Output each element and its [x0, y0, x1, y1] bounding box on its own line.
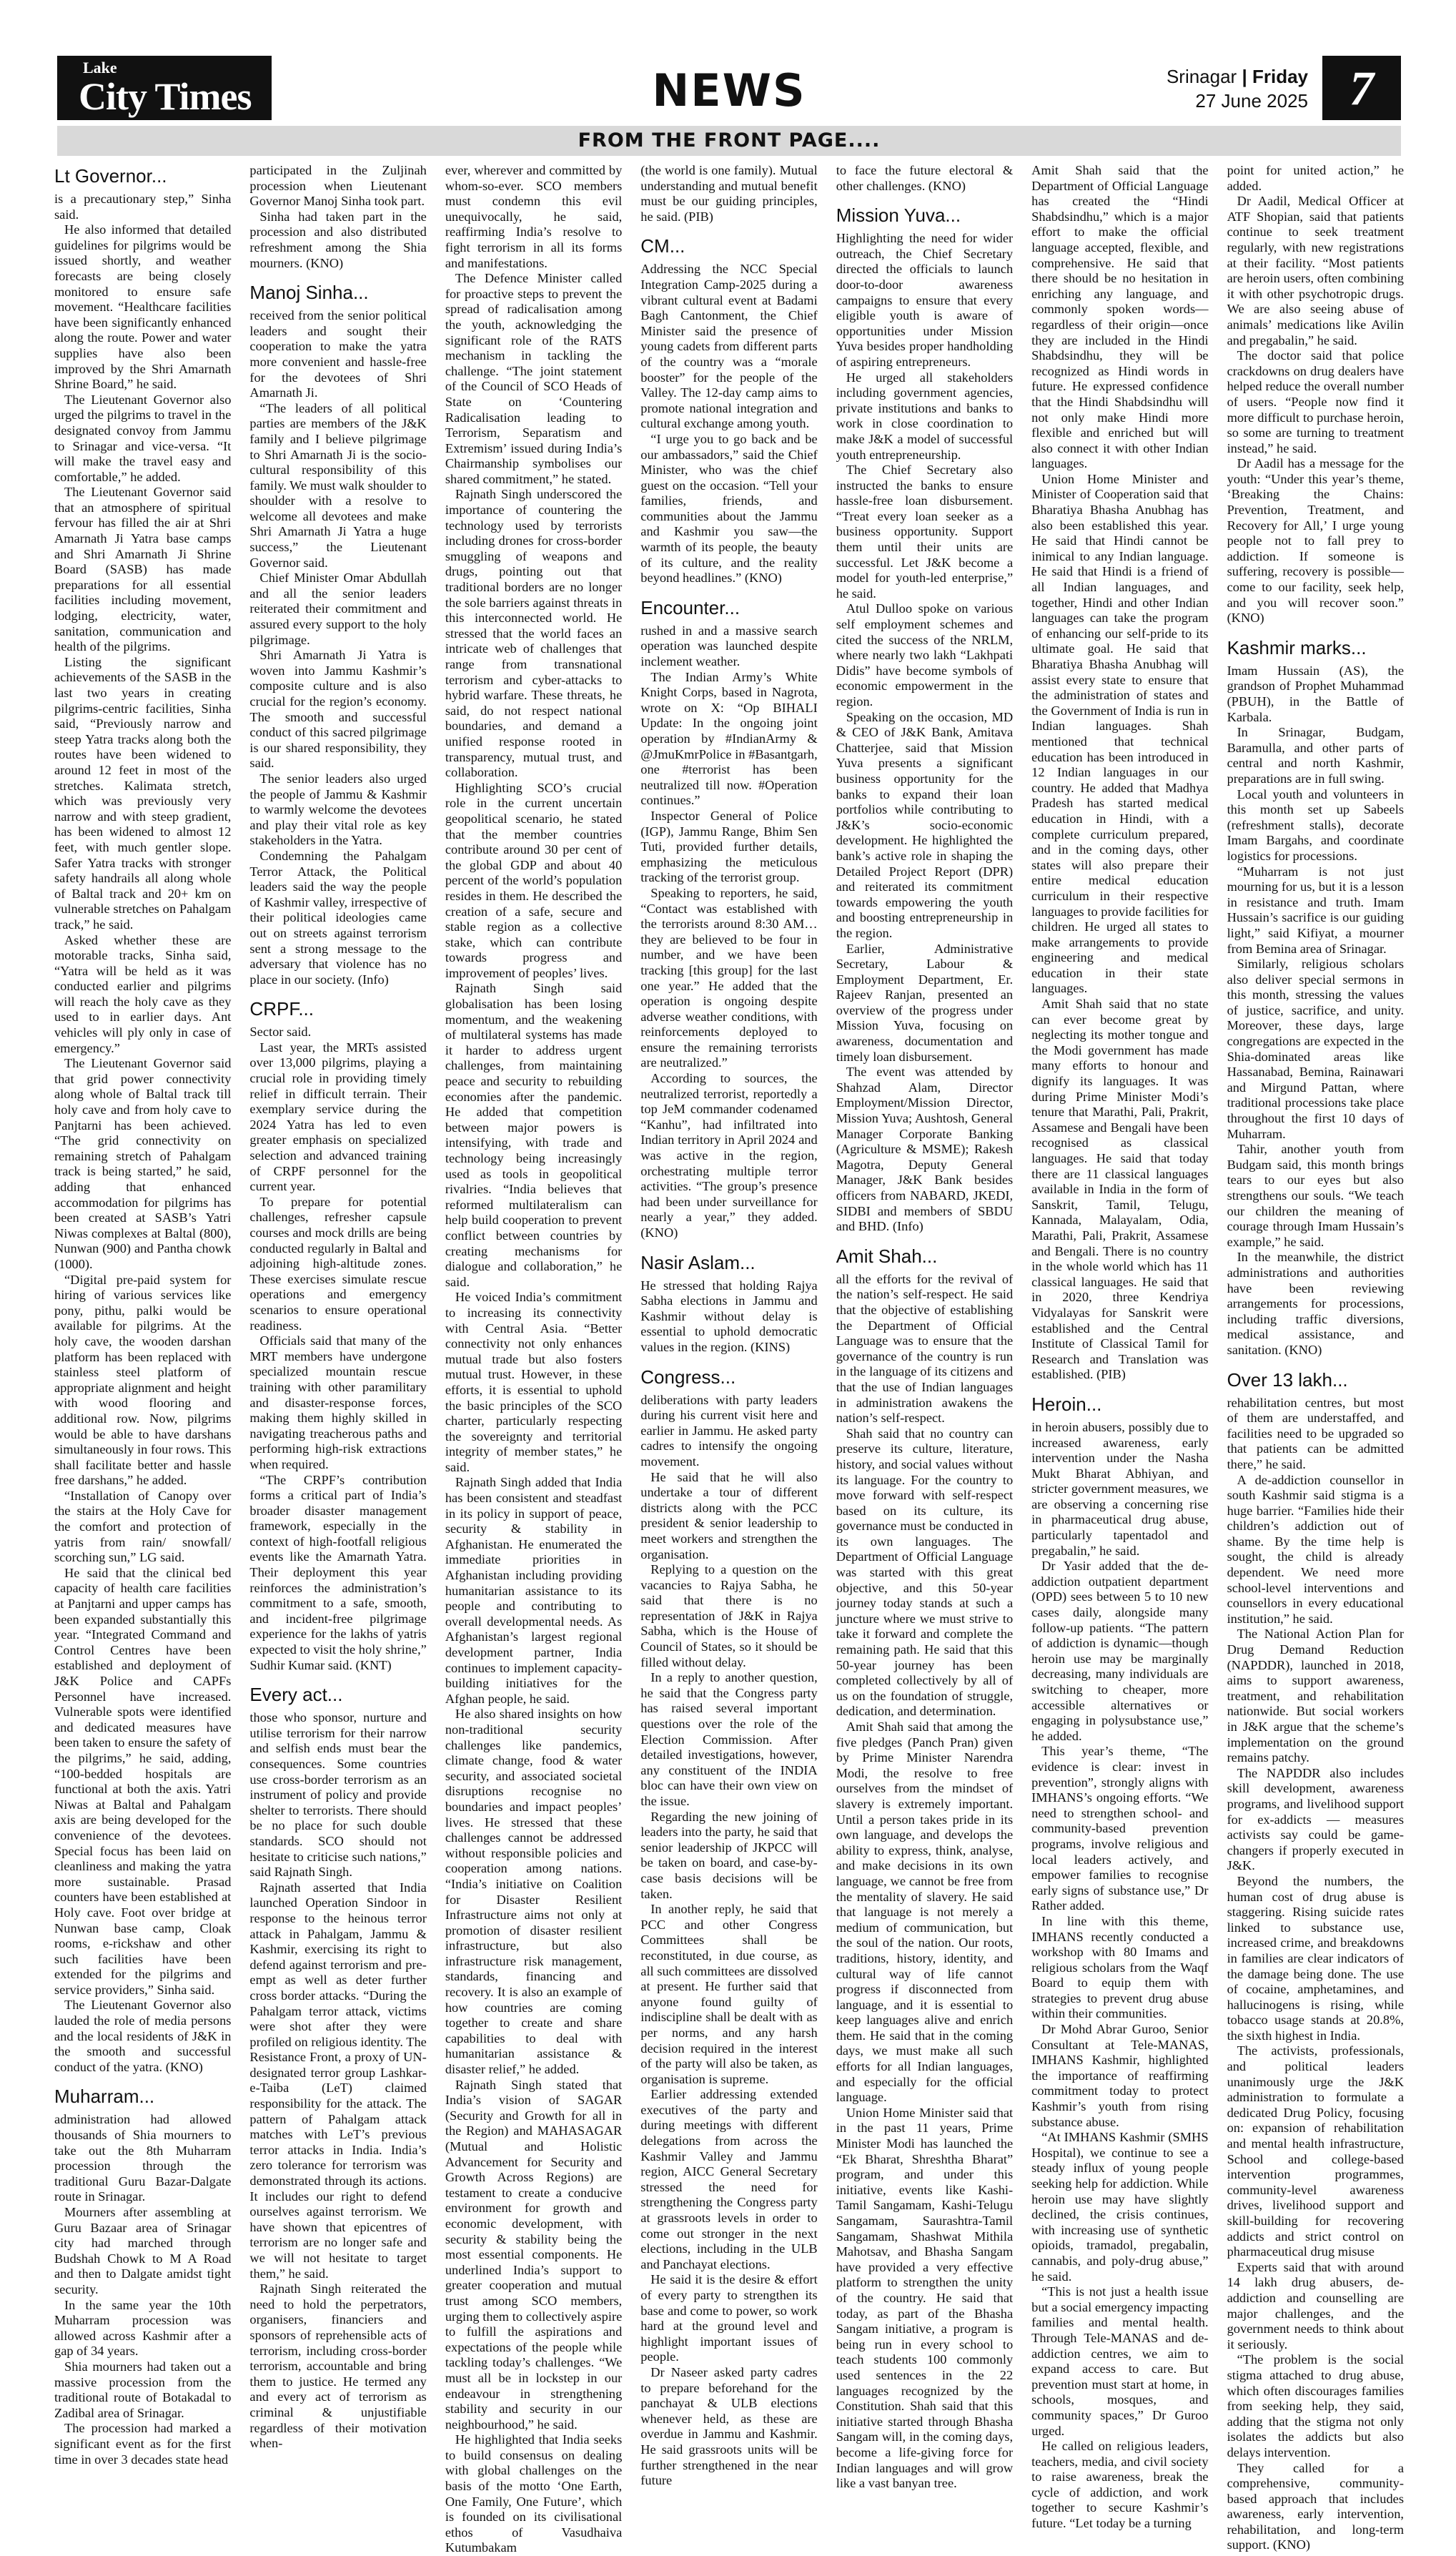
article-paragraph: Atul Dulloo spoke on various self employment schemes and cited the success of the NRLM, where nearly two lakh “Lakhpati Didis” have become symbols of economic empowerment in the region. — [836, 601, 1014, 709]
article-paragraph: administration had allowed thousands of Shia mourners to take out the 8th Muharram procession through the traditional Guru Bazar-Dalgate route in Srinagar. — [54, 2112, 232, 2204]
article-paragraph: Similarly, religious scholars also deliver special sermons in this month, stressing the values of justice, sacrifice, and unity. Moreover, these days, large congregations are expected in the Shia-dominated areas like Hassanabad, Bemina, Rainawari and Mirgund Pattan, where traditional processions take place throughout the first 10 days of Muharram. — [1227, 957, 1404, 1141]
article-paragraph: He said it is the desire & effort of every party to strengthen its base and come to power, so work hard at the ground level and highlight important issues of people. — [640, 2272, 818, 2364]
article-paragraph: “The CRPF’s contribution forms a critical part of India’s broader disaster management framework, especially in the context of high-footfall religious events like the Amarnath Yatra. Their deployment this year reinforces the administration’s commitment to a safe, smooth, and incident-free pilgrimage experience for the lakhs of yatris expected to visit the holy shrine,” Sudhir Kumar said. (KNT) — [249, 1472, 427, 1672]
article-paragraph: “At IMHANS Kashmir (SMHS Hospital), we continue to see a steady influx of young people seeking help for addiction. While heroin use may have slightly declined, the crisis continues, with increasing use of synthetic opioids, tramadol, pregabalin, cannabis, and poly-drug abuse,” he said. — [1031, 2130, 1209, 2284]
article-paragraph: Shri Amarnath Ji Yatra is woven into Jammu Kashmir’s composite culture and is also crucial for the region’s economy. The smooth and successful conduct of this sacred pilgrimage is our shared responsibility, they said. — [249, 648, 427, 771]
article-paragraph: The Chief Secretary also instructed the banks to ensure hassle-free loan disbursement. “Treat every loan seeker as a business opportunity. Support them until their units are successful. Let J&K become a model for youth-led enterprise,” he said. — [836, 463, 1014, 601]
article-paragraph: In line with this theme, IMHANS recently conducted a workshop with 80 Imams and religious scholars from the Waqf Board to equip them with strategies to prevent drug abuse within their communities. — [1031, 1913, 1209, 2021]
text-column — [54, 163, 231, 2556]
article-paragraph: In the same year the 10th Muharram procession was allowed across Kashmir after a gap of 34 years. — [54, 2297, 232, 2359]
article-paragraph: To prepare for potential challenges, refresher capsule courses and mock drills are being conducted regularly in Baltal and adjoining high-altitude zones. These exercises simulate rescue operations and emergency scenarios to ensure operational readiness. — [249, 1194, 427, 1333]
article-paragraph: Earlier addressing extended executives of the party and during meetings with different delegations from across the Kashmir Valley and Jammu region, AICC General Secretary stressed the need for strengthening the Congress party at grassroots levels in order to come out stronger in the next elections, including in the ULB and Panchayat elections. — [640, 2087, 818, 2271]
article-paragraph: “The leaders of all political parties are members of the J&K family and I believe pilgrimage to Shri Amarnath Ji is the socio-cultural responsibility of this family. We must walk shoulder to shoulder with a resolve to welcome all devotees and make Shri Amarnath Ji Yatra a huge success,” the Lieutenant Governor said. — [249, 400, 427, 570]
article-paragraph: Inspector General of Police (IGP), Jammu Range, Bhim Sen Tuti, provided further details, emphasizing the meticulous tracking of the terrorist group. — [640, 808, 818, 885]
article-paragraph: deliberations with party leaders during his current visit here and earlier in Jammu. He asked party cadres to intensify the ongoing movement. — [640, 1392, 818, 1469]
article-headline: Nasir Aslam... — [640, 1251, 756, 1273]
article-columns — [54, 163, 1404, 2555]
article-paragraph: Officials said that many of the MRT members have undergone specialized mountain rescue training with other paramilitary and disaster-response forces, making them highly skilled in navigating treacherous paths and performing high-risk extractions when required. — [249, 1333, 427, 1471]
article-paragraph: rushed in and a massive search operation was launched despite inclement weather. — [640, 623, 818, 669]
article-paragraph: He also shared insights on how non-traditional security challenges like pandemics, climate change, food & water security, and associated societal disruptions recognise no boundaries and impact peoples’ lives. He stressed that these challenges cannot be addressed without responsible policies and cooperation among nations. “India’s initiative on Coalition for Disaster Resilient Infrastructure aims not only at promotion of disaster resilient infrastructure, but also infrastructure risk management, standards, financing and recovery. It is also an example of how countries are coming together to create and share capabilities to deal with humanitarian assistance & disaster relief,” he added. — [445, 1707, 623, 2077]
section-subheader: FROM THE FRONT PAGE.... — [57, 126, 1401, 156]
dateline-city: Srinagar — [1166, 66, 1237, 87]
article-paragraph: Earlier, Administrative Secretary, Labour & Employment Department, Er. Rajeev Ranjan, presented an overview of the progress under Mission Yuva, focusing on awareness, documentation and timely loan disbursement. — [836, 941, 1014, 1064]
section-title: NEWS — [652, 64, 806, 117]
article-paragraph: Last year, the MRTs assisted over 13,000 pilgrims, playing a crucial role in providing timely relief in difficult terrain. Their exemplary service during the 2024 Yatra has led to even greater emphasis on specialized selection and advanced training of CRPF personnel for the current year. — [249, 1040, 427, 1194]
article-paragraph: In a reply to another question, he said that the Congress party has raised several important questions over the role of the Election Commission. After detailed investigations, however, any constituent of the INDIA bloc can have their own view on the issue. — [640, 1670, 818, 1808]
article-paragraph: Amit Shah said that among the five pledges (Panch Pran) given by Prime Minister Narendra Modi, the resolve to free ourselves from the mindset of slavery is extremely important. Until a person takes pride in its own language, and develops the ability to express, think, analyse, and make decisions in its own language, we cannot be free from the mentality of slavery. He said that language is not merely a medium of communication, but the soul of the nation. Our roots, traditions, history, identity, and cultural way of life cannot progress if disconnected from language, and it is essential to keep languages alive and enrich them. He said that in the coming days, we must make all such efforts for all Indian languages, and especially for the official language. — [836, 1719, 1014, 2105]
article-paragraph: (the world is one family). Mutual understanding and mutual benefit must be our guiding principles, he said. (PIB) — [640, 163, 818, 224]
article-paragraph: Chief Minister Omar Abdullah and all the senior leaders reiterated their commitment and assured every support to the holy pilgrimage. — [249, 571, 427, 647]
article-paragraph: Mourners after assembling at Guru Bazaar area of Srinagar city had marched through Budshah Chowk to M A Road and then to Dalgate amidst tight security. — [54, 2205, 232, 2296]
article-paragraph: Sinha had taken part in the procession and also distributed refreshment among the Shia mourners. (KNO) — [249, 209, 427, 270]
article-paragraph: Regarding the new joining of leaders into the party, he said that senior leadership of JKPCC will be taken on board, and case-by-case basis decisions will be taken. — [640, 1809, 818, 1901]
article-paragraph: point for united action,” he added. — [1227, 163, 1404, 193]
article-headline: Every act... — [249, 1684, 343, 1706]
article-headline: Heroin... — [1031, 1393, 1102, 1415]
article-headline: Manoj Sinha... — [249, 282, 369, 304]
article-paragraph: The senior leaders also urged the people of Jammu & Kashmir to warmly welcome the devotees and play their vital role as key stakeholders in the Yatra. — [249, 771, 427, 848]
article-paragraph: those who sponsor, nurture and utilise terrorism for their narrow and selfish ends must bear the consequences. Some countries use cross-border terrorism as an instrument of policy and provide shelter to terrorists. There should be no place for such double standards. SCO should not hesitate to criticise such nations,” said Rajnath Singh. — [249, 1710, 427, 1880]
dateline-date: 27 June 2025 — [1195, 90, 1308, 112]
article-paragraph: Speaking to reporters, he said, “Contact was established with the terrorists around 8:30 AM… they are believed to be four in number, and we have been tracking [this group] for the last one year.” He added that the operation is ongoing despite adverse weather conditions, with reinforcements deployed to ensure the remaining terrorists are neutralized.” — [640, 885, 818, 1070]
article-paragraph: He called on religious leaders, teachers, media, and civil society to raise awareness, break the cycle of addiction, and work together to secure Kashmir’s future. “Let today be a turning — [1031, 2439, 1209, 2531]
article-paragraph: The Lieutenant Governor said that grid power connectivity along whole of Baltal track till holy cave and from holy cave to Panjtarni has been achieved. “The grid connectivity on remaining stretch of Pahalgam track is being started,” he said, adding that enhanced accommodation for pilgrims has been created at SASB’s Yatri Niwas complexes at Baltal (800), Nunwan (900) and Panthа chowk (1000). — [54, 1056, 232, 1271]
article-paragraph: Shah said that no country can preserve its culture, literature, history, and social values without its language. For the country to move forward with self-respect based on its culture, its governance must be conducted in its own languages. The Department of Official Language was started with this great objective, and this 50-year journey today stands at such a juncture where we must strive to take it forward and complete the remaining path. He said that this 50-year journey has been completed collectively by all of us on the foundation of struggle, dedication, and determination. — [836, 1426, 1014, 1719]
article-paragraph: Imam Hussain (AS), the grandson of Prophet Muhammad (PBUH), in the Battle of Karbala. — [1227, 663, 1404, 724]
article-paragraph: Experts said that with around 14 lakh drug abusers, de-addiction and counselling are major challenges, and the government needs to think about it seriously. — [1227, 2259, 1404, 2352]
article-paragraph: is a precautionary step,” Sinha said. — [54, 192, 232, 222]
article-paragraph: He said that the clinical bed capacity of health care facilities at Panjtarni and upper camps has been expanded substantially this year. “Integrated Command and Control Centres have been established and deployment of J&K Police and CAPFs Personnel have increased. Vulnerable spots were identified and dedicated measures have been taken to ensure the safety of the pilgrims,” he said, adding, “100-bedded hospitals are functional at both the axis. Yatri Niwas at Baltal and Pahalgam axis are being developed for the convenience of the devotees. Special focus has been laid on cleanliness and making the yatra more sustainable. Prasad counters have been established at Holy cave. Foot over bridge at Nunwan base camp, Cloak rooms, e-rickshaw and other such facilities have been extended for the pilgrims and service providers,” Sinha said. — [54, 1565, 232, 1997]
article-paragraph: The Lieutenant Governor also urged the pilgrims to travel in the designated convoy from Jammu to Srinagar and vice-versa. “It will make the travel easy and comfortable,” he added. — [54, 392, 232, 484]
article-paragraph: rehabilitation centres, but most of them are understaffed, and facilities need to be upgraded so that patients can be admitted there,” he said. — [1227, 1395, 1404, 1471]
article-paragraph: Rajnath Singh said globalisation has been losing momentum, and the weakening of multilateral systems has made it harder to address urgent challenges, from maintaining peace and security to rebuilding economies after the pandemic. He added that competition between major powers is intensifying, with trade and technology being increasingly used as tools in geopolitical rivalries. “India believes that reformed multilateralism can help build cooperation to prevent conflict between countries by creating mechanisms for dialogue and collaboration,” he said. — [445, 981, 623, 1289]
article-paragraph: Dr Mohd Abrar Guroo, Senior Consultant at Tele-MANAS, IMHANS Kashmir, highlighted the importance of reaffirming commitment today to protect Kashmir’s youth from rising substance abuse. — [1031, 2022, 1209, 2129]
article-paragraph: to face the future electoral & other challenges. (KNO) — [836, 163, 1014, 193]
article-paragraph: “Muharram is not just mourning for us, but it is a lesson in resistance and truth. Imam Hussain’s sacrifice is our guiding light,” said Kifiyat, a mourner from Bemina area of Srinagar. — [1227, 864, 1404, 956]
article-headline: Congress... — [640, 1366, 736, 1388]
article-paragraph: He voiced India’s commitment to increasing its connectivity with Central Asia. “Better connectivity not only enhances mutual trade but also fosters mutual trust. However, in these efforts, it is essential to uphold the basic principles of the SCO charter, particularly respecting the sovereignty and territorial integrity of member states,” he said. — [445, 1290, 623, 1474]
article-headline: Amit Shah... — [836, 1245, 938, 1267]
article-headline: Muharram... — [54, 2086, 155, 2108]
article-headline: CM... — [640, 235, 685, 257]
article-paragraph: “The problem is the social stigma attached to drug abuse, which often discourages families from seeking help, they said, adding that the stigma not only isolates the addicts but also delays intervention. — [1227, 2352, 1404, 2459]
article-paragraph: A de-addiction counsellor in south Kashmir said stigma is a huge barrier. “Families hide their children’s addiction out of shame. By the time help is sought, the child is already dependent. We need more school-level interventions and counsellors in every educational institution,” he said. — [1227, 1472, 1404, 1626]
article-paragraph: Dr Yasir added that the de-addiction outpatient department (OPD) sees between 5 to 10 new cases daily, alongside many follow-up patients. “The pattern of addiction is dynamic—though heroin use may be marginally decreasing, many individuals are switching to cheaper, more accessible alternatives or engaging in polysubstance use,” he added. — [1031, 1559, 1209, 1743]
article-paragraph: “This is not just a health issue but a social emergency impacting families and mental health. Through Tele-MANAS and de-addiction centres, we aim to expand access to care. But prevention must start at home, in schools, mosques, and community spaces,” Dr Guroo urged. — [1031, 2284, 1209, 2438]
article-paragraph: The Lieutenant Governor also lauded the role of media persons and the local residents of J&K in the smooth and successful conduct of the yatra. (KNO) — [54, 1998, 232, 2074]
article-paragraph: Amit Shah said that the Department of Official Language has created the “Hindi Shabdsindhu,” which is a major effort to make the official language accepted, flexible, and comprehensive. He said that there should be no hesitation in enriching any language, and commonly spoken words—regardless of their origin—once they are included in the Hindi Shabdsindhu, they will be recognized as Hindi words in future. He expressed confidence that the Hindi Shabdsindhu will not only make Hindi more flexible and enriched but will also connect it with other Indian languages. — [1031, 163, 1209, 471]
article-headline: Encounter... — [640, 596, 741, 618]
article-paragraph: This year’s theme, “The evidence is clear: invest in prevention”, strongly aligns with IMHANS’s ongoing efforts. “We need to strengthen school- and community-based prevention programs, involve religious and local leaders actively, and empower families to recognise early signs of substance use,” Dr Rather added. — [1031, 1744, 1209, 1913]
article-paragraph: The procession had marked a significant event as for the first time in over 3 decades state head — [54, 2421, 232, 2467]
article-paragraph: Rajnath asserted that India launched Operation Sindoor in response to the heinous terror attack in Pahalgam, Jammu & Kashmir, exercising its right to defend against terrorism and pre-empt as well as deter further cross border attacks. “During the Pahalgam terror attack, victims were shot after they were profiled on religious identity. The Resistance Front, a proxy of UN-designated terror group Lashkar-e-Taiba (LeT) claimed responsibility for the attack. The pattern of Pahalgam attack matches with LeT’s previous terror attacks in India. India’s zero tolerance for terrorism was demonstrated through its actions. It includes our right to defend ourselves against terrorism. We have shown that epicentres of terrorism are no longer safe and we will not hesitate to target them,” he said. — [249, 1880, 427, 2281]
article-paragraph: He highlighted that India seeks to build consensus on dealing with global challenges on the basis of the motto ‘One Earth, One Family, One Future’, which is founded on its civilisational ethos of Vasudhaiva Kutumbakam — [445, 2432, 623, 2555]
article-paragraph: Addressing the NCC Special Integration Camp-2025 during a vibrant cultural event at Badami Bagh Cantonment, the Chief Minister said the presence of young cadets from different parts of the country was a “morale booster” for the people of the Valley. The 12-day camp aims to promote national integration and cultural exchange among youth. — [640, 262, 818, 431]
article-headline: Mission Yuva... — [836, 204, 961, 227]
article-paragraph: In the meanwhile, the district administrations and authorities have been reviewing arrangements for processions, including traffic diversions, medical assistance, and sanitation. (KNO) — [1227, 1250, 1404, 1357]
article-paragraph: received from the senior political leaders and sought their cooperation to make the yatra more convenient and hassle-free for the devotees of Shri Amarnath Ji. — [249, 308, 427, 400]
article-paragraph: Asked whether these are motorable tracks, Sinha said, “Yatra will be held as it was conducted earlier and pilgrims will reach the holy cave as they used to in earlier days. Ant vehicles will ply only in case of emergency.” — [54, 932, 232, 1055]
article-paragraph: In Srinagar, Budgam, Baramulla, and other parts of central and north Kashmir, preparations are in full swing. — [1227, 725, 1404, 786]
logo-top-text: Lake — [83, 59, 117, 77]
article-paragraph: Union Home Minister and Minister of Cooperation said that Bharatiya Bhasha Anubhag has also been established this year. He said that Hindi cannot be inimical to any Indian language. He said that Hindi is a friend of all Indian languages, and together, Hindi and other Indian languages can take the program of enhancing our self-pride to its ultimate goal. He said that Bharatiya Bhasha Anubhag will assist every state to ensure that the administration of states and the Government of India is run in Indian languages. Shah mentioned that technical education has been introduced in 12 Indian languages in our country. He added that Madhya Pradesh has started medical education in Hindi, with a complete curriculum prepared, and in the coming days, other states will also prepare their entire medical education curriculum in their respective languages to provide facilities for children. He urged all states to make arrangements to provide engineering and medical education in their state languages. — [1031, 471, 1209, 996]
article-paragraph: Condemning the Pahalgam Terror Attack, the Political leaders said the way the people of Kashmir valley, irrespective of their political ideologies came out on streets against terrorism sent a strong message to the adversary that violence has no place in our society. (Info) — [249, 848, 427, 987]
article-paragraph: Beyond the numbers, the human cost of drug abuse is staggering. Rising suicide rates linked to substance use, increased crime, and breakdowns in families are clear indicators of the damage being done. The use of cocaine, amphetamines, and hallucinogens is rising, while tobacco usage stands at 20.8%, the sixth highest in India. — [1227, 1873, 1404, 2043]
text-column — [249, 163, 426, 2556]
article-paragraph: ever, wherever and committed by whom-so-ever. SCO members must condemn this evil unequivocally, he said, reaffirming India’s resolve to fight terrorism in all its forms and manifestations. — [445, 163, 623, 270]
text-column — [836, 163, 1013, 2556]
article-paragraph: Tahir, another youth from Budgam said, this month brings tears to our eyes but also strengthens our souls. “We teach our children the meaning of courage through Imam Hussain’s example,” he said. — [1227, 1142, 1404, 1249]
masthead — [57, 56, 1401, 120]
dateline — [1167, 64, 1308, 113]
article-paragraph: in heroin abusers, possibly due to increased awareness, early intervention under the Nasha Mukt Bharat Abhiyan, and stricter government measures, we are observing a concerning rise in pharmaceutical drug abuse, particularly tapentadol and pregabalin,” he said. — [1031, 1419, 1209, 1558]
article-paragraph: The event was attended by Shahzad Alam, Director Employment/Mission Director, Mission Yuva; Aushtosh, General Manager Corporate Banking (Agriculture & MSME); Rakesh Magotra, Deputy General Manager, J&K Bank besides officers from NABARD, JKEDI, SIDBI and members of SBDU and BHD. (Info) — [836, 1065, 1014, 1234]
article-paragraph: He stressed that holding Rajya Sabha elections in Jammu and Kashmir without delay is essential to uphold democratic values in the region. (KINS) — [640, 1278, 818, 1354]
article-paragraph: The Lieutenant Governor said that an atmosphere of spiritual fervour has filled the air at Shri Amarnath Ji Yatra base camps and Shri Amarnath Ji Shrine Board (SASB) has made preparations for all essential facilities including movement, lodging, electricity, water, sanitation, communication and health of the pilgrims. — [54, 485, 232, 654]
dateline-separator: | — [1242, 66, 1247, 87]
article-paragraph: The NAPDDR also includes skill development, awareness programs, and livelihood support for ex-addicts — measures activists say could be game-changers if properly executed in J&K. — [1227, 1765, 1404, 1873]
article-paragraph: all the efforts for the revival of the nation’s self-respect. He said that the objective of establishing the Department of Official Language was to ensure that the governance of the country is run in the language of its citizens and that the use of Indian languages in administration awakens the nation’s self-respect. — [836, 1271, 1014, 1426]
article-paragraph: “Installation of Canopy over the stairs at the Holy Cave for the comfort and protection of yatris from rain/ snowfall/ scorching sun,” LG said. — [54, 1488, 232, 1565]
article-paragraph: Rajnath Singh added that India has been consistent and steadfast in its policy in support of peace, security & stability in Afghanistan. He enumerated the immediate priorities in Afghanistan including providing humanitarian assistance to its people and contributing to overall developmental needs. As Afghanistan’s largest regional development partner, India continues to implement capacity-building initiatives for the Afghan people, he said. — [445, 1475, 623, 1706]
article-paragraph: Highlighting SCO’s crucial role in the current uncertain geopolitical scenario, he stated that the member countries contribute around 30 per cent of the global GDP and about 40 percent of the world’s population resides in them. He described the creation of a safe, secure and stable region as a collective stake, which can contribute towards progress and improvement of peoples’ lives. — [445, 780, 623, 980]
article-paragraph: Highlighting the need for wider outreach, the Chief Secretary directed the officials to launch door-to-door awareness campaigns to ensure that every eligible youth is aware of opportunities under Mission Yuva besides proper handholding of aspiring entrepreneurs. — [836, 231, 1014, 369]
article-paragraph: Dr Aadil has a message for the youth: “Under this year’s theme, ‘Breaking the Chains: Prevention, Treatment, and Recovery for All,’ I urge young people not to fall prey to addiction. If someone is suffering, recovery is possible—come to our facility, seek help, and you will recover soon.” (KNO) — [1227, 456, 1404, 626]
article-paragraph: Rajnath Singh stated that India’s vision of SAGAR (Security and Growth for all in the Region) and MAHASAGAR (Mutual and Holistic Advancement for Security and Growth Across Regions) are testament to create a conducive environment for growth and economic development, with security & stability being the most essential components. He underlined India’s support to greater cooperation and mutual trust among SCO members, urging them to collectively aspire to fulfill the aspirations and expectations of the people while tackling today’s challenges. “We must all be in lockstep in our endeavour in strengthening stability and security in our neighbourhood,” he said. — [445, 2077, 623, 2432]
article-paragraph: The activists, professionals, and political leaders unanimously urge the J&K administration to formulate a dedicated Drug Policy, focusing on: expansion of rehabilitation and mental health infrastructure, School and college-based intervention programmes, community-level awareness drives, livelihood support and skill-building for recovering addicts and strict control on pharmaceutical drug misuse — [1227, 2043, 1404, 2259]
article-paragraph: Amit Shah said that no state can ever become great by neglecting its mother tongue and the Modi government has made many efforts to honour and dignify its languages. It was during Prime Minister Modi’s tenure that Marathi, Pali, Prakrit, Assamese and Bengali have been recognised as classical languages. He said that today there are 11 classical languages available in India in the form of Sanskrit, Tamil, Telugu, Kannada, Malayalam, Odia, Marathi, Pali, Prakrit, Assamese and Bengali. There is no country in the whole world which has 11 classical languages. He said that in 2020, three Kendriya Vidyalayas for Sanskrit were established and the Central Institute of Classical Tamil for Research and Translation was established. (PIB) — [1031, 997, 1209, 1382]
article-paragraph: “I urge you to go back and be our ambassadors,” said the Chief Minister, who was the chief guest on the occasion. “Tell your families, friends, and communities about the Jammu and Kashmir you saw—the warmth of its people, the beauty of its culture, and the reality beyond headlines.” (KNO) — [640, 431, 818, 586]
article-paragraph: The Defence Minister called for proactive steps to prevent the spread of radicalisation among the youth, acknowledging the significant role of the RATS mechanism in tackling the challenge. “The joint statement of the Council of SCO Heads of State on ‘Countering Radicalisation leading to Terrorism, Separatism and Extremism’ issued during India’s Chairmanship symbolises our shared commitment,” he stated. — [445, 271, 623, 486]
article-paragraph: The National Action Plan for Drug Demand Reduction (NAPDDR), launched in 2018, aims to support awareness, treatment, and rehabilitation nationwide. But social workers in J&K argue that the scheme’s implementation on the ground remains patchy. — [1227, 1627, 1404, 1765]
article-paragraph: They called for a comprehensive, community-based approach that includes awareness, early intervention, rehabilitation, and long-term support. (KNO) — [1227, 2460, 1404, 2552]
article-paragraph: He urged all stakeholders including government agencies, private institutions and banks to work in close coordination to make J&K a model of successful youth entrepreneurship. — [836, 370, 1014, 462]
article-paragraph: According to sources, the neutralized terrorist, reportedly a top JeM commander codenamed “Kanhu”, had infiltrated into Indian territory in April 2024 and was active in the region, orchestrating multiple terror activities. “The group’s presence had been under surveillance for nearly a year,” they added. (KNO) — [640, 1071, 818, 1240]
article-headline: CRPF... — [249, 998, 314, 1020]
article-paragraph: Rajnath Singh underscored the importance of countering the technology used by terrorists including drones for cross-border smuggling of weapons and drugs, pointing out that traditional borders are no longer the sole barriers against threats in this interconnected world. He stressed that the world faces an intricate web of challenges that range from transnational terrorism and cyber-attacks to hybrid warfare. These threats, he said, do not respect national boundaries, and demand a unified response rooted in transparency, mutual trust, and collaboration. — [445, 487, 623, 780]
article-paragraph: Dr Aadil, Medical Officer at ATF Shopian, said that patients continue to seek treatment regularly, with new registrations at their facility. “Most patients are heroin users, often combining it with other psychotropic drugs. We are also seeing abuse of animals’ medications like Avilin and pregabalin,” he said. — [1227, 194, 1404, 347]
text-column — [445, 163, 622, 2556]
article-paragraph: Speaking on the occasion, MD & CEO of J&K Bank, Amitava Chatterjee, said that Mission Yuva presents a significant business opportunity for the banks to expand their loan portfolios while contributing to J&K’s socio-economic development. He highlighted the bank’s active role in shaping the Detailed Project Report (DPR) and reiterated its commitment towards empowering the youth and boosting entrepreneurship in the region. — [836, 709, 1014, 940]
article-paragraph: The doctor said that police crackdowns on drug dealers have helped reduce the overall number of users. “People now find it more difficult to purchase heroin, so some are turning to treatment instead,” he said. — [1227, 348, 1404, 455]
article-paragraph: The Indian Army’s White Knight Corps, based in Nagrota, wrote on X: “Op BIHALI Update: In the ongoing joint operation by #IndianArmy & @JmuKmrPolice in #Basantgarh, one #terrorist has been neutralized till now. #Operation continues.” — [640, 669, 818, 808]
text-column — [1031, 163, 1208, 2556]
article-paragraph: Listing the significant achievements of the SASB in the last two years in creating pilgrims-centric facilities, Sinha said, “Previously narrow and steep Yatra tracks along both the routes have been widened to around 12 feet in most of the stretches. Kalimata stretch, which was previously very narrow and with steep gradient, has been widened to almost 12 feet, with much gentler slope. Safer Yatra tracks with stronger safety handrails all along whole of Baltal track and 20+ km on vulnerable stretches on Pahalgam track,” he said. — [54, 654, 232, 932]
article-paragraph: Local youth and volunteers in this month set up Sabeels (refreshment stalls), decorate Imam Bargahs, and coordinate logistics for processions. — [1227, 786, 1404, 863]
article-paragraph: He said that he will also undertake a tour of different districts along with the PCC president & senior leadership to meet workers and strengthen the organisation. — [640, 1469, 818, 1561]
text-column — [1227, 163, 1404, 2556]
text-column — [640, 163, 817, 2556]
article-paragraph: Sector said. — [249, 1025, 312, 1040]
article-headline: Kashmir marks... — [1227, 636, 1367, 658]
article-paragraph: Shia mourners had taken out a massive procession from the traditional route of Botakadal to Zadibal area of Srinagar. — [54, 2359, 232, 2420]
article-paragraph: “Digital pre-paid system for hiring of various services like pony, pithu, palki would be available for pilgrims. At the holy cave, the wooden darshan platform has been replaced with stainless steel platform of appropriate alignment and height with wood flooring and additional row. Now, pilgrims would be able to have darshans simultaneously in four rows. This shall facilitate better and hassle free darshans,” he added. — [54, 1272, 232, 1488]
article-paragraph: Rajnath Singh reiterated the need to hold the perpetrators, organisers, financiers and sponsors of reprehensible acts of terrorism, including cross-border terrorism, accountable and bring them to justice. He termed any and every act of terrorism as criminal & unjustifiable regardless of their motivation when- — [249, 2281, 427, 2451]
article-headline: Lt Governor... — [54, 165, 167, 187]
article-paragraph: Replying to a question on the vacancies to Rajya Sabha, he said that there is no representation of J&K in Rajya Sabha, which is the House of Council of States, so it should be filled without delay. — [640, 1562, 818, 1669]
article-headline: Over 13 lakh... — [1227, 1368, 1348, 1391]
article-paragraph: participated in the Zuljinah procession when Lieutenant Governor Manoj Sinha took part. — [249, 163, 427, 209]
article-paragraph: Union Home Minister said that in the past 11 years, Prime Minister Modi has launched the “Ek Bharat, Shreshtha Bharat” program, and under this initiative, events like Kashi-Tamil Sangamam, Kashi-Telugu Sangamam, Saurashtra-Tamil Sangamam, Shashwat Mithila Mahotsav, and Bhasha Sangam have provided a very effective platform to strengthen the unity of the country. He said that today, as part of the Bhasha Sangam initiative, a program is being run in every school to teach students 100 commonly used sentences in the 22 languages recognized by the Constitution. Shah said that this initiative started through Bhasha Sangam will, in the coming days, become a life-giving force for Indian languages and will grow like a vast banyan tree. — [836, 2105, 1014, 2491]
article-paragraph: Dr Naseer asked party cadres to prepare beforehand for the panchayat & ULB elections whenever held, as these are overdue in Jammu and Kashmir. He said grassroots units will be further strengthened in the near future — [640, 2364, 818, 2488]
article-paragraph: He also informed that detailed guidelines for pilgrims would be issued shortly, and weather forecasts are being closely monitored to ensure safe movement. “Healthcare facilities have been significantly enhanced along the route. Power and water supplies have also been improved by the Shri Amarnath Shrine Board,” he said. — [54, 222, 232, 392]
logo-main-text: City Times — [79, 75, 252, 118]
page-number: 7 — [1322, 56, 1401, 120]
article-paragraph: In another reply, he said that PCC and other Congress Committees shall be reconstituted, in due course, as all such committees are dissolved at present. He further said that anyone found guilty of indiscipline shall be dealt with as per norms, and any harsh decision required in the interest of the party will also be taken, as organisation is supreme. — [640, 1902, 818, 2086]
dateline-weekday: Friday — [1252, 66, 1308, 87]
